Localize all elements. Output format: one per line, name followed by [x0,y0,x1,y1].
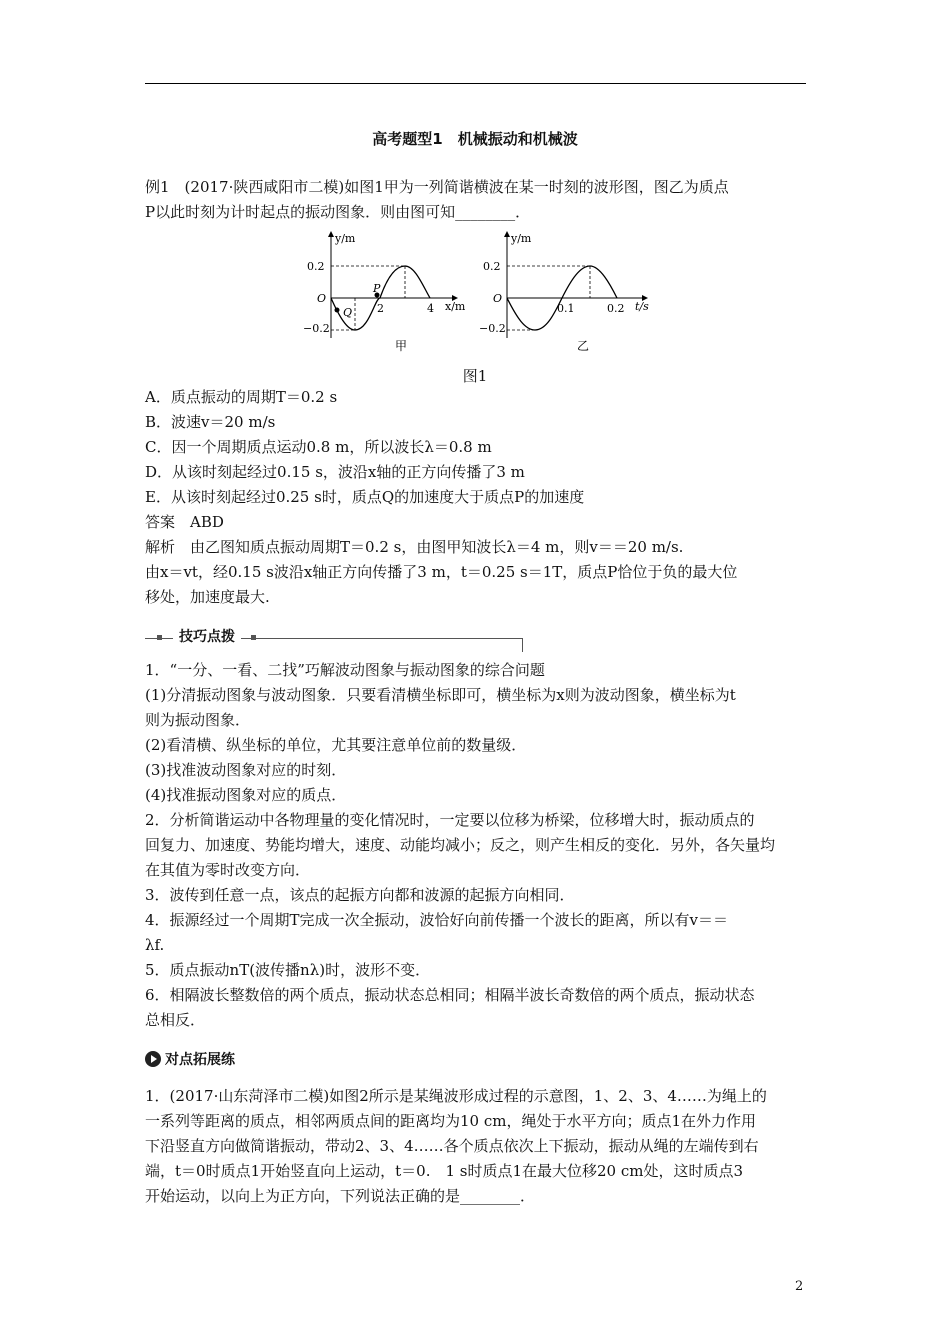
tip-line: (4)找准振动图象对应的质点． [145,786,347,804]
jia-label: 甲 [395,339,408,353]
section-title: 高考题型1 机械振动和机械波 [372,130,578,148]
option-c: C．因一个周期质点运动0.8 m，所以波长λ＝0.8 m [145,438,492,456]
exercise-line: 下沿竖直方向做简谐振动，带动2、3、4……各个质点依次上下振动，振动从绳的左端传到右 [145,1137,759,1155]
tip-line: 6．相隔波长整数倍的两个质点，振动状态总相同；相隔半波长奇数倍的两个质点，振动状态 [145,986,755,1004]
exercise-line: 一系列等距离的质点，相邻两质点间的距离均为10 cm，绳处于水平方向；质点1在外力作用 [145,1112,757,1130]
point-q: Q [343,306,353,319]
tips-label: 技巧点拨 [173,626,241,646]
tip-line: λf. [145,936,165,954]
exercise-line: 1．(2017·山东菏泽市二模)如图2所示是某绳波形成过程的示意图，1、2、3、4……为绳上的 [145,1087,767,1105]
tip-line: 则为振动图象． [145,711,251,729]
top-rule [145,83,806,84]
vibration-graph-yi [479,232,649,353]
tip-line: 3．波传到任意一点，该点的起振方向都和波源的起振方向相同． [145,886,575,904]
yi-bottom-label: −0.2 [479,322,506,335]
exercise-line: 开始运动，以向上为正方向，下列说法正确的是________． [145,1187,536,1205]
option-d: D．从该时刻起经过0.15 s，波沿x轴的正方向传播了3 m [145,463,525,481]
yi-tick-02: 0.2 [607,302,625,315]
tip-line: 5．质点振动nT(波传播nλ)时，波形不变． [145,961,431,979]
tips-header [145,624,525,654]
play-icon [145,1051,161,1067]
figure-1 [295,228,665,358]
tip-line: 2．分析简谐运动中各物理量的变化情况时，一定要以位移为桥梁，位移增大时，振动质点的 [145,811,755,829]
yi-label: 乙 [577,339,590,353]
extension-label: 对点拓展练 [165,1052,235,1068]
yi-origin: O [493,292,503,305]
jia-bottom-label: −0.2 [303,322,330,335]
jia-tick-2: 2 [377,302,384,315]
analysis-line-1: 解析 由乙图知质点振动周期T＝0.2 s，由图甲知波长λ＝4 m，则v＝＝20 m/s. [145,538,684,556]
wave-graph-jia [303,232,466,353]
tip-line: (1)分清振动图象与波动图象．只要看清横坐标即可，横坐标为x则为波动图象，横坐标为t [145,686,736,704]
analysis-line-2: 由x＝vt，经0.15 s波沿x轴正方向传播了3 m，t＝0.25 s＝1T，质点P恰位于负的最大位 [145,563,738,581]
option-b: B．波速v＝20 m/s [145,413,276,431]
jia-tick-4: 4 [427,302,434,315]
jia-top-label: 0.2 [307,260,325,273]
yi-xlabel: t/s [635,300,649,313]
jia-xlabel: x/m [445,300,466,313]
jia-ylabel: y/m [335,232,356,245]
figure-caption: 图1 [462,367,488,385]
answer: 答案 ABD [145,513,224,531]
tip-line: (3)找准波动图象对应的时刻． [145,761,347,779]
tip-line: 在其值为零时改变方向． [145,861,311,879]
tip-line: (2)看清横、纵坐标的单位，尤其要注意单位前的数量级． [145,736,527,754]
point-p: P [373,282,381,295]
example-line-1: 例1 (2017·陕西咸阳市二模)如图1甲为一列简谐横波在某一时刻的波形图，图乙为质点 [145,178,729,196]
tip-line: 总相反． [145,1011,206,1029]
option-a: A．质点振动的周期T＝0.2 s [145,388,338,406]
yi-tick-01: 0.1 [557,302,575,315]
exercise-line: 端，t＝0时质点1开始竖直向上运动，t＝0. 1 s时质点1在最大位移20 cm处，这时质点3 [145,1162,744,1180]
jia-origin: O [317,292,327,305]
analysis-line-3: 移处，加速度最大. [145,588,270,606]
page-number: 2 [795,1279,804,1294]
option-e: E．从该时刻起经过0.25 s时，质点Q的加速度大于质点P的加速度 [145,488,585,506]
yi-ylabel: y/m [511,232,532,245]
example-line-2: P以此时刻为计时起点的振动图象．则由图可知________． [145,203,531,221]
extension-header [145,1049,235,1069]
tip-line: 1．“一分、一看、二找”巧解波动图象与振动图象的综合问题 [145,661,545,679]
tip-line: 回复力、加速度、势能均增大，速度、动能均减小；反之，则产生相反的变化．另外，各矢量均 [145,836,776,854]
tip-line: 4．振源经过一个周期T完成一次全振动，波恰好向前传播一个波长的距离，所以有v＝＝ [145,911,729,929]
yi-top-label: 0.2 [483,260,501,273]
